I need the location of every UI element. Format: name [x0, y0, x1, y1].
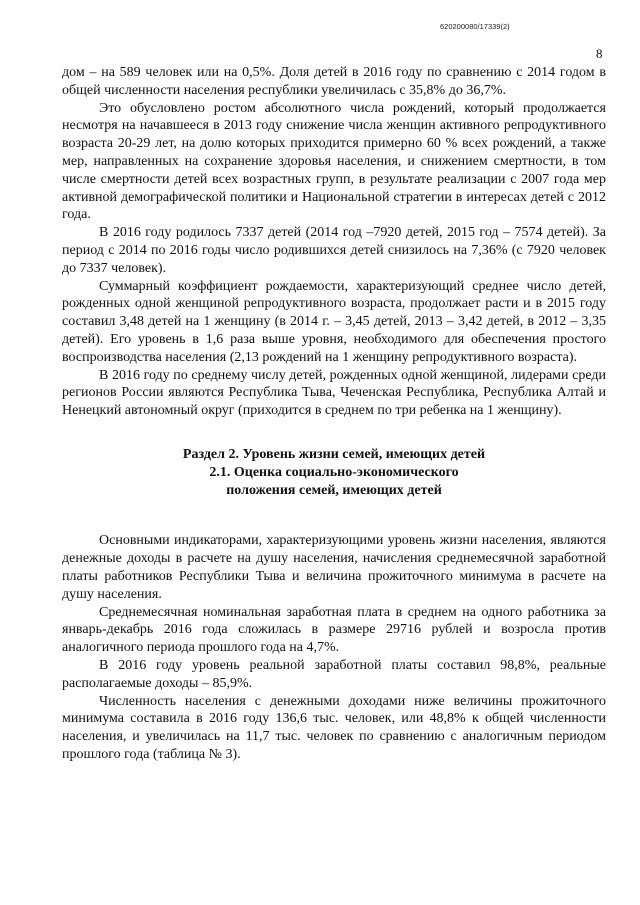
paragraph: В 2016 году родилось 7337 детей (2014 год –7920 детей, 2015 год – 7574 детей). За период с 2014 по 2016 годы число родившихся детей снизилось на 7,36% (с 7920 человек до 7337 человек).	[62, 225, 606, 276]
paragraph: Среднемесячная номинальная заработная плата в среднем на одного работника за январь-декабрь 2016 года сложилась в размере 29716 рублей и возросла против аналогичного периода прошлого года на 4,7%.	[62, 604, 606, 656]
page-number: 8	[596, 46, 603, 61]
section-title: Раздел 2. Уровень жизни семей, имеющих детей	[182, 446, 486, 462]
paragraph: Это обусловлено ростом абсолютного числа рождений, который продолжается несмотря на начавшееся в 2013 году снижение числа женщин активного репродуктивного возраста 20-29 лет, на долю которых приходится примерно 60 % всех рождений, а также мер, направленных на сохранение здоровья населения, и снижением смертности, в том числе смертности детей всех возрастных групп, в результате реализации с 2007 года мер активной демографической политики и Национальной стратегии в интересах детей с 2012 года.	[62, 100, 606, 223]
subsection-title-line-1: 2.1. Оценка социально-экономического	[209, 464, 459, 480]
paragraph: дом – на 589 человек или на 0,5%. Доля детей в 2016 году по сравнению с 2014 годом в общей численности населения республики увеличилась с 35,8% до 36,7%.	[62, 65, 606, 98]
subsection-title-line-2: положения семей, имеющих детей	[226, 482, 442, 498]
document-id: 620200080/17339(2)	[440, 22, 510, 31]
paragraph: Численность населения с денежными доходами ниже величины прожиточного минимума составила в 2016 году 136,6 тыс. человек, или 48,8% к общей численности населения, и увеличилась на 11,7 тыс. человек по сравнению с аналогичным периодом прошлого года (таблица № 3).	[62, 693, 606, 762]
paragraph: Основными индикаторами, характеризующими уровень жизни населения, являются денежные доходы в расчете на душу населения, начисления среднемесячной заработной платы работников Республики Тыва и величина прожиточного минимума в расчете на душу населения.	[62, 533, 606, 602]
paragraph: В 2016 году уровень реальной заработной платы составил 98,8%, реальные располагаемые доходы – 85,9%.	[62, 657, 606, 691]
document-body	[62, 64, 606, 764]
paragraph: Суммарный коэффициент рождаемости, характеризующий среднее число детей, рожденных одной женщиной репродуктивного возраста, продолжает расти и в 2015 году составил 3,48 детей на 1 женщину (в 2014 г. – 3,45 детей, 2013 – 3,42 детей, в 2012 – 3,35 детей). Его уровень в 1,6 раза выше уровня, необходимого для обеспечения простого воспроизводства населения (2,13 рождений на 1 женщину репродуктивного возраста).	[62, 278, 606, 365]
section-heading	[62, 446, 606, 499]
paragraph: В 2016 году по среднему числу детей, рожденных одной женщиной, лидерами среди регионов России являются Республика Тыва, Чеченская Республика, Республика Алтай и Ненецкий автономный округ (приходится в среднем по три ребенка на 1 женщину).	[62, 367, 606, 419]
